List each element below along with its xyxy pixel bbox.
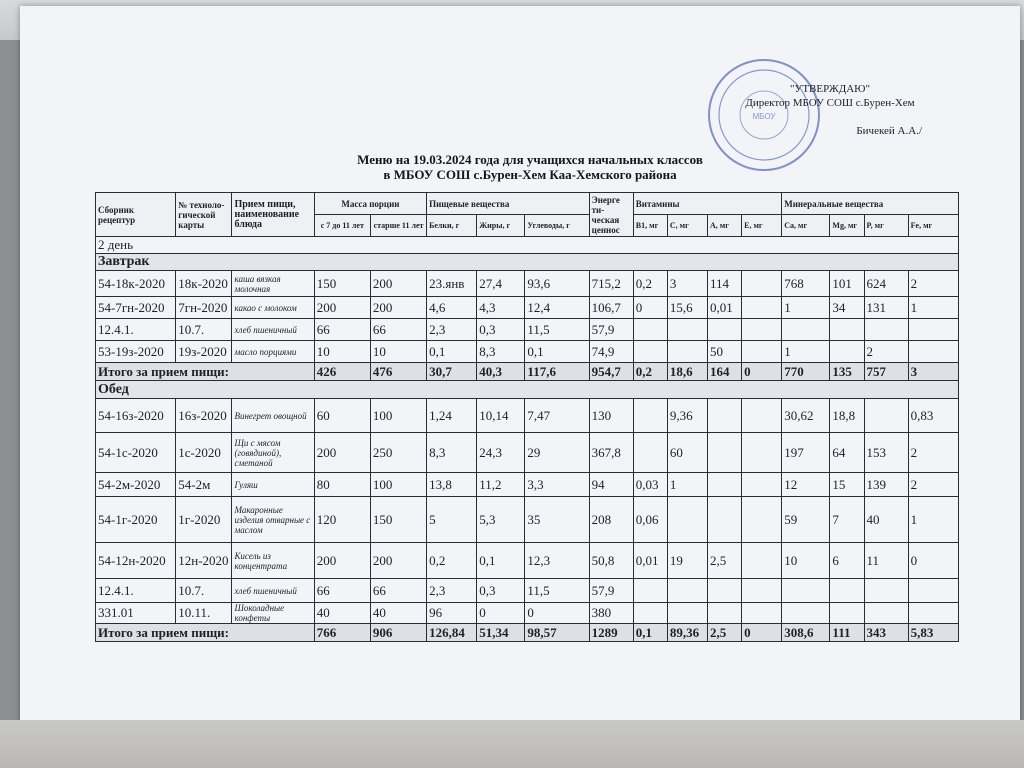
cell-value: 200 [370, 543, 426, 579]
cell-value: 200 [314, 433, 370, 473]
cell-value: 96 [427, 603, 477, 624]
cell-value: 380 [589, 603, 633, 624]
cell-value: 250 [370, 433, 426, 473]
cell-value: 200 [314, 297, 370, 319]
cell-value: 12,3 [525, 543, 589, 579]
cell-dish-name: каша вязкая молочная [232, 271, 314, 297]
header-a: А, мг [708, 215, 742, 237]
cell-value: 18,8 [830, 399, 864, 433]
cell-techcard: 10.7. [176, 579, 232, 603]
cell-value [667, 341, 707, 363]
cell-value: 94 [589, 473, 633, 497]
cell-value: 120 [314, 497, 370, 543]
cell-value [633, 399, 667, 433]
cell-value: 66 [370, 579, 426, 603]
cell-techcard: 7гн-2020 [176, 297, 232, 319]
cell-value [864, 603, 908, 624]
cell-value [742, 341, 782, 363]
header-mg: Mg, мг [830, 215, 864, 237]
day-row [96, 237, 959, 254]
cell-value: 624 [864, 271, 908, 297]
cell-value: 10,14 [477, 399, 525, 433]
cell-value: 57,9 [589, 579, 633, 603]
cell-value [830, 579, 864, 603]
cell-collection: 54-16з-2020 [96, 399, 176, 433]
cell-value: 2 [908, 473, 958, 497]
cell-value [633, 341, 667, 363]
cell-value: 0,01 [633, 543, 667, 579]
header-nutrients: Пищевые вещества [427, 193, 590, 215]
total-value: 40,3 [477, 363, 525, 381]
cell-value [742, 579, 782, 603]
cell-value: 4,3 [477, 297, 525, 319]
table-row [96, 579, 959, 603]
total-value: 308,6 [782, 624, 830, 642]
cell-value: 0,2 [427, 543, 477, 579]
total-value: 89,36 [667, 624, 707, 642]
cell-value: 50,8 [589, 543, 633, 579]
header-portion: Масса порции [314, 193, 426, 215]
cell-value: 10 [314, 341, 370, 363]
total-value: 2,5 [708, 624, 742, 642]
cell-value: 74,9 [589, 341, 633, 363]
total-value: 906 [370, 624, 426, 642]
cell-value: 10 [370, 341, 426, 363]
cell-value: 2 [864, 341, 908, 363]
cell-value: 5 [427, 497, 477, 543]
cell-value [667, 497, 707, 543]
cell-techcard: 1с-2020 [176, 433, 232, 473]
cell-value: 2,3 [427, 579, 477, 603]
cell-value: 1,24 [427, 399, 477, 433]
cell-value [633, 319, 667, 341]
day-label: 2 день [96, 237, 959, 254]
lunch-label: Обед [96, 381, 959, 399]
cell-value: 35 [525, 497, 589, 543]
cell-techcard: 16з-2020 [176, 399, 232, 433]
cell-value [708, 603, 742, 624]
cell-value: 9,36 [667, 399, 707, 433]
cell-value: 4,6 [427, 297, 477, 319]
table-row [96, 297, 959, 319]
header-meal: Прием пищи, наименование блюда [232, 193, 314, 237]
cell-value [667, 579, 707, 603]
cell-value: 2 [908, 271, 958, 297]
total-value: 0 [742, 624, 782, 642]
cell-value: 40 [864, 497, 908, 543]
cell-value: 114 [708, 271, 742, 297]
cell-value: 2,3 [427, 319, 477, 341]
cell-value: 15,6 [667, 297, 707, 319]
cell-value: 0 [633, 297, 667, 319]
cell-value: 1 [908, 297, 958, 319]
total-value: 0,1 [633, 624, 667, 642]
cell-value: 50 [708, 341, 742, 363]
cell-value: 1 [908, 497, 958, 543]
cell-collection: 54-1с-2020 [96, 433, 176, 473]
cell-value: 11,5 [525, 579, 589, 603]
approval-signature-name: Бичекей А.А./ [856, 125, 922, 137]
total-value: 757 [864, 363, 908, 381]
cell-value: 5,3 [477, 497, 525, 543]
total-value: 426 [314, 363, 370, 381]
cell-dish-name: Винегрет овощной [232, 399, 314, 433]
menu-table-body [96, 237, 959, 642]
menu-table [95, 192, 959, 642]
cell-value: 57,9 [589, 319, 633, 341]
cell-value: 15 [830, 473, 864, 497]
cell-value: 0 [525, 603, 589, 624]
cell-techcard: 12н-2020 [176, 543, 232, 579]
cell-value: 1 [782, 341, 830, 363]
header-ca: Ca, мг [782, 215, 830, 237]
cell-dish-name: Кисель из концентрата [232, 543, 314, 579]
cell-value [830, 341, 864, 363]
cell-value: 40 [314, 603, 370, 624]
cell-value: 106,7 [589, 297, 633, 319]
header-proteins: Белки, г [427, 215, 477, 237]
total-value: 126,84 [427, 624, 477, 642]
approval-heading: "УТВЕРЖДАЮ" [790, 83, 870, 95]
total-value: 98,57 [525, 624, 589, 642]
header-e: Е, мг [742, 215, 782, 237]
table-row [96, 603, 959, 624]
cell-dish-name: какао с молоком [232, 297, 314, 319]
cell-value: 13,8 [427, 473, 477, 497]
cell-value: 0,01 [708, 297, 742, 319]
total-value: 117,6 [525, 363, 589, 381]
table-row [96, 473, 959, 497]
cell-value: 10 [782, 543, 830, 579]
header-collection: Сборник рецептур [96, 193, 176, 237]
header-fats: Жиры, г [477, 215, 525, 237]
cell-value: 131 [864, 297, 908, 319]
cell-dish-name: Макаронные изделия отварные с маслом [232, 497, 314, 543]
total-value: 954,7 [589, 363, 633, 381]
cell-value: 11 [864, 543, 908, 579]
cell-value: 23.янв [427, 271, 477, 297]
lunch-section-row [96, 381, 959, 399]
cell-value: 0,1 [477, 543, 525, 579]
cell-value: 2 [908, 433, 958, 473]
cell-value: 8,3 [427, 433, 477, 473]
cell-value [864, 319, 908, 341]
cell-value: 93,6 [525, 271, 589, 297]
cell-value: 100 [370, 473, 426, 497]
breakfast-section-row [96, 254, 959, 271]
cell-techcard: 54-2м [176, 473, 232, 497]
menu-title [250, 152, 810, 182]
cell-value: 30,62 [782, 399, 830, 433]
cell-value: 7,47 [525, 399, 589, 433]
cell-techcard: 10.11. [176, 603, 232, 624]
cell-value [742, 297, 782, 319]
cell-value [633, 433, 667, 473]
cell-collection: 54-7гн-2020 [96, 297, 176, 319]
header-b1: В1, мг [633, 215, 667, 237]
total-value: 766 [314, 624, 370, 642]
cell-value: 3 [667, 271, 707, 297]
total-label: Итого за прием пищи: [96, 624, 315, 642]
header-fe: Fe, мг [908, 215, 958, 237]
background-bottom [0, 720, 1024, 768]
cell-value: 208 [589, 497, 633, 543]
cell-value: 150 [314, 271, 370, 297]
cell-value [742, 319, 782, 341]
cell-value [908, 341, 958, 363]
cell-value [708, 319, 742, 341]
total-value: 5,83 [908, 624, 958, 642]
cell-value [742, 603, 782, 624]
cell-value [667, 603, 707, 624]
total-value: 3 [908, 363, 958, 381]
cell-value: 367,8 [589, 433, 633, 473]
cell-value [908, 319, 958, 341]
header-portion-older: старше 11 лет [370, 215, 426, 237]
table-row [96, 497, 959, 543]
cell-value [742, 271, 782, 297]
table-row [96, 319, 959, 341]
cell-collection: 54-12н-2020 [96, 543, 176, 579]
table-header-row-1 [96, 193, 959, 215]
cell-value: 64 [830, 433, 864, 473]
cell-collection: 331.01 [96, 603, 176, 624]
cell-value: 0,83 [908, 399, 958, 433]
menu-title-line2: в МБОУ СОШ с.Бурен-Хем Каа-Хемского района [383, 167, 677, 182]
cell-value: 11,5 [525, 319, 589, 341]
lunch-total-row [96, 624, 959, 642]
cell-value: 3,3 [525, 473, 589, 497]
total-value: 1289 [589, 624, 633, 642]
cell-value [708, 399, 742, 433]
cell-value: 12 [782, 473, 830, 497]
cell-value: 60 [314, 399, 370, 433]
cell-value: 6 [830, 543, 864, 579]
total-value: 476 [370, 363, 426, 381]
cell-value: 34 [830, 297, 864, 319]
cell-value [864, 579, 908, 603]
cell-value [742, 497, 782, 543]
cell-value: 60 [667, 433, 707, 473]
cell-value: 0,1 [427, 341, 477, 363]
cell-collection: 54-2м-2020 [96, 473, 176, 497]
cell-value [908, 603, 958, 624]
cell-value [708, 473, 742, 497]
header-portion-7-10: с 7 до 11 лет [314, 215, 370, 237]
cell-value [782, 579, 830, 603]
header-p: P, мг [864, 215, 908, 237]
cell-value [742, 543, 782, 579]
total-value: 30,7 [427, 363, 477, 381]
cell-value [782, 603, 830, 624]
header-energy: Энерге ти-ческая ценнос [589, 193, 633, 237]
total-value: 164 [708, 363, 742, 381]
table-row [96, 341, 959, 363]
cell-value: 1 [782, 297, 830, 319]
cell-value [633, 579, 667, 603]
header-vitamins: Витамины [633, 193, 781, 215]
cell-dish-name: Щи с мясом (говядиной), сметаной [232, 433, 314, 473]
cell-value [708, 497, 742, 543]
cell-value: 100 [370, 399, 426, 433]
cell-value: 2,5 [708, 543, 742, 579]
cell-dish-name: Шоколадные конфеты [232, 603, 314, 624]
total-value: 0 [742, 363, 782, 381]
cell-value [742, 399, 782, 433]
cell-dish-name: хлеб пшеничный [232, 319, 314, 341]
cell-value [742, 473, 782, 497]
cell-value: 0,3 [477, 319, 525, 341]
cell-value: 0,2 [633, 271, 667, 297]
cell-value: 66 [314, 579, 370, 603]
total-value: 18,6 [667, 363, 707, 381]
breakfast-total-row [96, 363, 959, 381]
cell-value: 66 [314, 319, 370, 341]
cell-value: 200 [314, 543, 370, 579]
total-value: 111 [830, 624, 864, 642]
total-value: 0,2 [633, 363, 667, 381]
cell-value [908, 579, 958, 603]
cell-dish-name: Гуляш [232, 473, 314, 497]
cell-value: 80 [314, 473, 370, 497]
cell-value: 0,3 [477, 579, 525, 603]
table-row [96, 433, 959, 473]
cell-collection: 12.4.1. [96, 579, 176, 603]
table-row [96, 271, 959, 297]
cell-techcard: 10.7. [176, 319, 232, 341]
cell-value [742, 433, 782, 473]
cell-value: 12,4 [525, 297, 589, 319]
cell-value [864, 399, 908, 433]
cell-collection: 53-19з-2020 [96, 341, 176, 363]
cell-value: 197 [782, 433, 830, 473]
cell-value: 715,2 [589, 271, 633, 297]
cell-value: 101 [830, 271, 864, 297]
menu-table-wrapper [95, 192, 959, 642]
cell-value: 0,03 [633, 473, 667, 497]
breakfast-label: Завтрак [96, 254, 959, 271]
cell-value [667, 319, 707, 341]
cell-value: 59 [782, 497, 830, 543]
cell-value: 139 [864, 473, 908, 497]
header-c: С, мг [667, 215, 707, 237]
cell-value: 200 [370, 297, 426, 319]
cell-value: 1 [667, 473, 707, 497]
cell-value: 0 [908, 543, 958, 579]
total-value: 770 [782, 363, 830, 381]
header-carbs: Углеводы, г [525, 215, 589, 237]
cell-value [830, 319, 864, 341]
table-row [96, 399, 959, 433]
cell-collection: 54-18к-2020 [96, 271, 176, 297]
cell-techcard: 18к-2020 [176, 271, 232, 297]
cell-value [782, 319, 830, 341]
cell-value: 24,3 [477, 433, 525, 473]
cell-value: 8,3 [477, 341, 525, 363]
total-label: Итого за прием пищи: [96, 363, 315, 381]
header-techcard: № техноло-гической карты [176, 193, 232, 237]
cell-value: 7 [830, 497, 864, 543]
cell-dish-name: хлеб пшеничный [232, 579, 314, 603]
cell-value: 150 [370, 497, 426, 543]
approval-block [730, 82, 930, 138]
cell-value [708, 433, 742, 473]
cell-value: 0 [477, 603, 525, 624]
total-value: 135 [830, 363, 864, 381]
cell-value: 66 [370, 319, 426, 341]
cell-value: 153 [864, 433, 908, 473]
menu-title-line1: Меню на 19.03.2024 года для учащихся начальных классов [357, 152, 703, 167]
cell-value: 19 [667, 543, 707, 579]
cell-dish-name: масло порциями [232, 341, 314, 363]
cell-value: 200 [370, 271, 426, 297]
table-row [96, 543, 959, 579]
cell-value: 27,4 [477, 271, 525, 297]
cell-value: 768 [782, 271, 830, 297]
cell-value [830, 603, 864, 624]
cell-value [633, 603, 667, 624]
cell-value: 130 [589, 399, 633, 433]
cell-value: 29 [525, 433, 589, 473]
cell-value: 0,1 [525, 341, 589, 363]
cell-collection: 12.4.1. [96, 319, 176, 341]
cell-value: 11,2 [477, 473, 525, 497]
cell-value: 0,06 [633, 497, 667, 543]
cell-techcard: 1г-2020 [176, 497, 232, 543]
cell-collection: 54-1г-2020 [96, 497, 176, 543]
cell-value: 40 [370, 603, 426, 624]
total-value: 343 [864, 624, 908, 642]
approval-position: Директор МБОУ СОШ с.Бурен-Хем [745, 97, 915, 109]
cell-techcard: 19з-2020 [176, 341, 232, 363]
svg-text:МБОУ: МБОУ [752, 112, 776, 121]
cell-value [708, 579, 742, 603]
header-minerals: Минеральные вещества [782, 193, 959, 215]
total-value: 51,34 [477, 624, 525, 642]
